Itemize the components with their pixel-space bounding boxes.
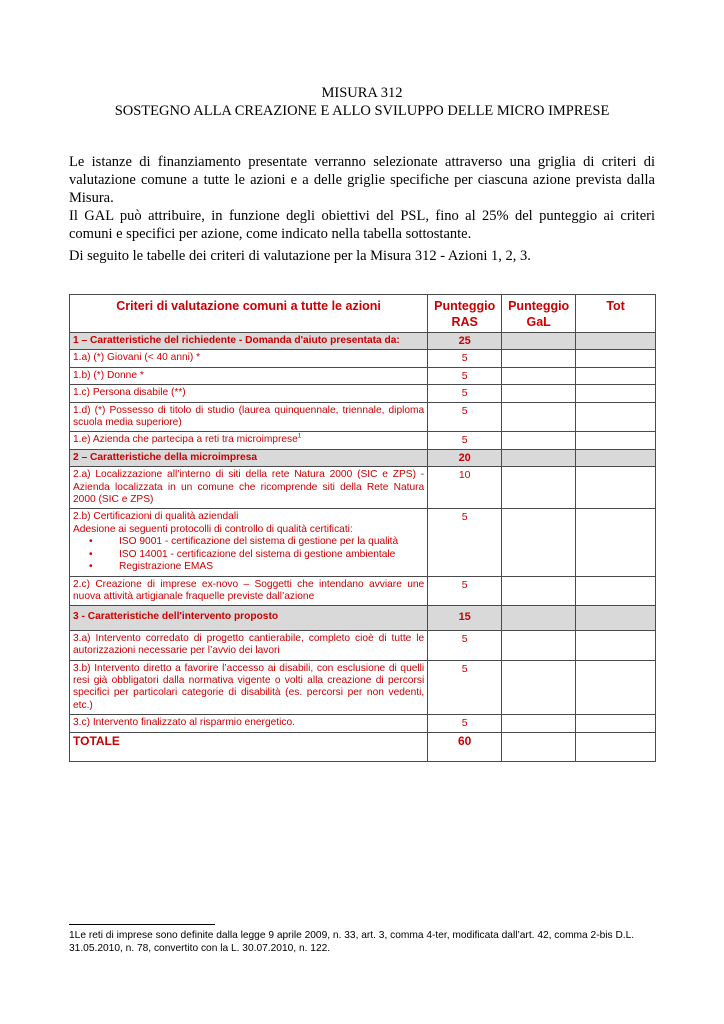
header-gal: Punteggio GaL — [502, 295, 576, 333]
score-ras: 20 — [428, 449, 502, 466]
score-tot — [576, 630, 656, 660]
score-ras: 5 — [428, 715, 502, 732]
intro-paragraph-1: Le istanze di finanziamento presentate verranno selezionate attraverso una griglia di criteri di valutazione comune a tutte le azioni e a delle griglie specifiche per ciascuna azione prevista dalla Misura. — [69, 154, 655, 206]
list-item-text: ISO 9001 - certificazione del sistema di gestione per la qualità — [119, 536, 399, 548]
section-label: 1 – Caratteristiche del richiedente - Domanda d'aiuto presentata da: — [70, 333, 428, 350]
section-row-2 — [70, 449, 656, 466]
criterion-cell — [70, 509, 428, 576]
criterion-row-3a — [70, 630, 656, 660]
score-ras: 5 — [428, 432, 502, 449]
criterion-row-2b — [70, 509, 656, 576]
criteria-table — [69, 294, 656, 762]
score-gal — [502, 606, 576, 630]
score-tot — [576, 576, 656, 606]
criterion-label: 1.e) Azienda che partecipa a reti tra microimprese — [73, 434, 298, 446]
section-label: 3 - Caratteristiche dell'intervento proposto — [70, 606, 428, 630]
score-tot — [576, 350, 656, 367]
certification-list — [73, 536, 424, 573]
section-row-1 — [70, 333, 656, 350]
intro-paragraph-3: Di seguito le tabelle dei criteri di valutazione per la Misura 312 - Azioni 1, 2, 3. — [69, 248, 531, 264]
score-tot — [576, 333, 656, 350]
total-tot — [576, 732, 656, 761]
total-label: TOTALE — [70, 732, 428, 761]
score-ras: 15 — [428, 606, 502, 630]
score-ras: 5 — [428, 350, 502, 367]
intro-text — [69, 153, 655, 265]
score-gal — [502, 576, 576, 606]
score-gal — [502, 385, 576, 402]
score-ras: 5 — [428, 367, 502, 384]
measure-number: MISURA 312 — [321, 85, 403, 101]
score-tot — [576, 715, 656, 732]
criterion-label: 3.c) Intervento finalizzato al risparmio energetico. — [70, 715, 428, 732]
score-ras: 5 — [428, 509, 502, 576]
header-ras: Punteggio RAS — [428, 295, 502, 333]
footnote-divider — [69, 924, 215, 925]
score-ras: 25 — [428, 333, 502, 350]
score-gal — [502, 367, 576, 384]
score-tot — [576, 467, 656, 509]
criterion-label: 2.c) Creazione di imprese ex-novo – Soggetti che intendano avviare une nuova attività artigianale fraquelle previste dall’azione — [70, 576, 428, 606]
header-criteria: Criteri di valutazione comuni a tutte le azioni — [70, 295, 428, 333]
total-gal — [502, 732, 576, 761]
header-tot: Tot — [576, 295, 656, 333]
criterion-label: 1.b) (*) Donne * — [70, 367, 428, 384]
score-gal — [502, 467, 576, 509]
bullet: • — [89, 561, 93, 573]
bullet: • — [89, 548, 93, 560]
score-ras: 5 — [428, 385, 502, 402]
score-gal — [502, 333, 576, 350]
score-gal — [502, 660, 576, 715]
criterion-row-1c — [70, 385, 656, 402]
score-gal — [502, 449, 576, 466]
criterion-label: 3.b) Intervento diretto a favorire l’accesso ai disabili, con esclusione di quelli resi già obbligatori dalla normativa vigente o volti alla creazione di percorsi specifici per particolari categorie di disabilità (es. percorsi per non vedenti, etc.) — [70, 660, 428, 715]
criterion-row-1e — [70, 432, 656, 449]
score-tot — [576, 385, 656, 402]
score-tot — [576, 660, 656, 715]
score-tot — [576, 606, 656, 630]
criterion-sublabel: Adesione ai seguenti protocolli di controllo di qualità certificati: — [73, 523, 353, 535]
section-row-3 — [70, 606, 656, 630]
criterion-label: 2.a) Localizzazione all’interno di siti della rete Natura 2000 (SIC e ZPS) - Azienda localizzata in un comune che ricomprende siti della Rete Natura 2000 (SIC e ZPS) — [70, 467, 428, 509]
intro-paragraph-2: Il GAL può attribuire, in funzione degli obiettivi del PSL, fino al 25% del punteggio ai criteri comuni e specifici per azione, come indicato nella tabella sottostante. — [69, 208, 655, 242]
score-gal — [502, 630, 576, 660]
list-item — [89, 561, 424, 573]
criterion-label: 2.b) Certificazioni di qualità aziendali — [73, 511, 239, 523]
score-ras: 5 — [428, 660, 502, 715]
score-tot — [576, 402, 656, 432]
total-ras: 60 — [428, 732, 502, 761]
score-gal — [502, 715, 576, 732]
score-ras: 10 — [428, 467, 502, 509]
criterion-label: 1.c) Persona disabile (**) — [70, 385, 428, 402]
criterion-row-1d — [70, 402, 656, 432]
total-row — [70, 732, 656, 761]
score-ras: 5 — [428, 630, 502, 660]
criterion-row-2a — [70, 467, 656, 509]
criterion-row-1a — [70, 350, 656, 367]
list-item — [89, 548, 424, 561]
score-gal — [502, 350, 576, 367]
footnote: 1Le reti di imprese sono definite dalla legge 9 aprile 2009, n. 33, art. 3, comma 4-ter, modificata dall’art. 42, comma 2-bis D.L. 31.05.2010, n. 78, convertito con la L. 30.07.2010, n. 122. — [69, 930, 635, 954]
score-tot — [576, 449, 656, 466]
criterion-label: 1.d) (*) Possesso di titolo di studio (laurea quinquennale, triennale, diploma scuola media superiore) — [70, 402, 428, 432]
criterion-row-2c — [70, 576, 656, 606]
score-tot — [576, 509, 656, 576]
score-tot — [576, 432, 656, 449]
criterion-cell — [70, 432, 428, 449]
criterion-row-3c — [70, 715, 656, 732]
list-item — [89, 536, 424, 548]
score-gal — [502, 402, 576, 432]
criterion-label: 3.a) Intervento corredato di progetto cantierabile, completo cioè di tutte le autorizzazioni necessarie per l’avvio dei lavori — [70, 630, 428, 660]
measure-title: SOSTEGNO ALLA CREAZIONE E ALLO SVILUPPO DELLE MICRO IMPRESE — [114, 103, 610, 119]
criterion-row-1b — [70, 367, 656, 384]
score-gal — [502, 432, 576, 449]
footnote-ref: 1 — [297, 433, 302, 441]
score-ras: 5 — [428, 576, 502, 606]
section-label: 2 – Caratteristiche della microimpresa — [70, 449, 428, 466]
list-item-text: ISO 14001 - certificazione del sistema di gestione ambientale — [119, 548, 396, 560]
score-tot — [576, 367, 656, 384]
criterion-row-3b — [70, 660, 656, 715]
bullet: • — [89, 536, 93, 548]
score-gal — [502, 509, 576, 576]
table-header-row — [70, 295, 656, 333]
criterion-label: 1.a) (*) Giovani (< 40 anni) * — [70, 350, 428, 367]
list-item-text: Registrazione EMAS — [119, 561, 213, 573]
document-title — [69, 84, 655, 120]
score-ras: 5 — [428, 402, 502, 432]
